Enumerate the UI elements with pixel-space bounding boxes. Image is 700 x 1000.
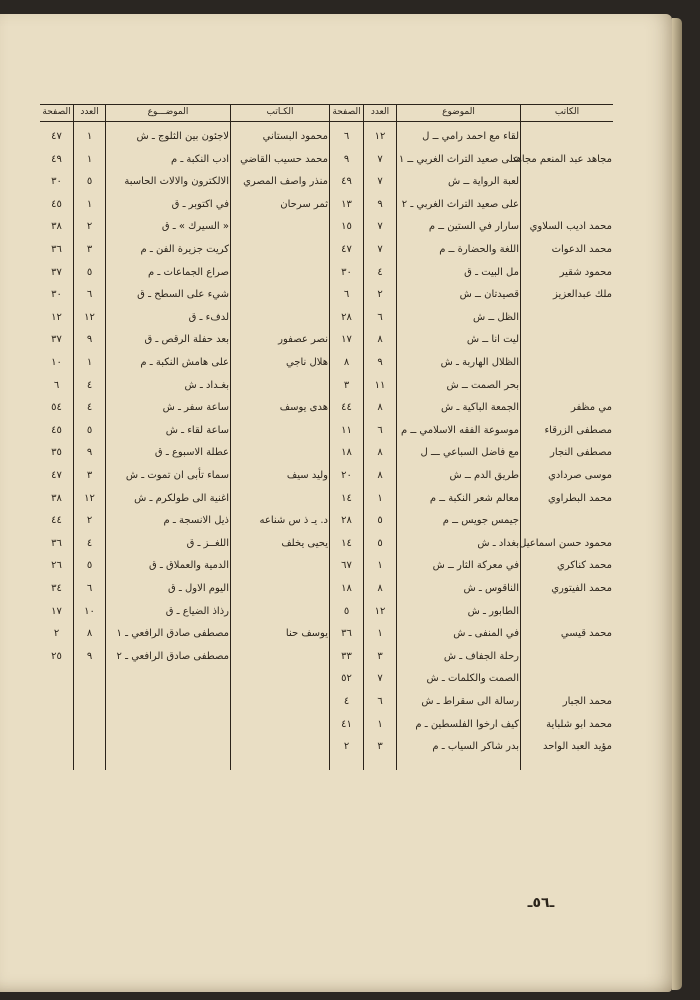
cell-right-issue: ١	[377, 492, 383, 504]
cell-left-topic: كريت جزيرة الفن ـ م	[140, 244, 229, 255]
header-left-issue: العدد	[80, 107, 99, 117]
cell-right-writer: مصطفى النجار	[550, 447, 612, 459]
cell-left-writer	[232, 420, 328, 442]
cell-right-topic: لقاء مع احمد رامي ــ ل	[422, 131, 519, 142]
cell-left-writer: ثمر سرحان	[280, 198, 328, 210]
cell-right-topic: رحلة الجفاف ـ ش	[443, 650, 519, 662]
cell-right-issue: ٧	[377, 673, 383, 685]
cell-left-writer	[232, 488, 328, 510]
cell-right-writer	[522, 329, 612, 351]
header-left-topic: الموضـــوع	[147, 107, 189, 117]
cell-right-issue: ١٢	[374, 131, 386, 142]
table-row	[40, 375, 613, 397]
cell-right-page: ٤٤	[341, 402, 352, 414]
cell-right-page: ٢٠	[341, 470, 352, 481]
table-row	[40, 736, 613, 758]
cell-right-writer	[522, 510, 612, 532]
table-row	[40, 465, 613, 487]
cell-left-page: ٣٤	[51, 583, 62, 594]
cell-right-issue: ٥	[377, 537, 383, 549]
cell-right-topic: ليت انا ــ ش	[466, 334, 519, 346]
cell-left-writer: يوسف حنا	[285, 628, 328, 640]
cell-right-issue: ١١	[374, 379, 386, 391]
table-row	[40, 194, 613, 216]
cell-right-issue: ٣	[377, 741, 383, 753]
table-row	[40, 601, 613, 623]
cell-right-topic: الصمت والكلمات ـ ش	[426, 673, 519, 685]
cell-right-issue: ٣	[377, 650, 383, 662]
cell-right-issue: ١	[377, 628, 383, 640]
cell-left-issue: ١٢	[84, 492, 95, 504]
cell-left-page: ٣٨	[51, 492, 62, 504]
cell-left-topic: الدمية والعملاق ـ ق	[148, 560, 229, 572]
cell-right-page: ٤٩	[341, 176, 352, 188]
cell-left-topic	[107, 668, 229, 690]
cell-right-writer: محمد الفيتوري	[551, 583, 612, 594]
table-row	[40, 171, 613, 193]
cell-right-topic: مع فاضل السباعي ـــ ل	[420, 447, 519, 459]
cell-right-topic: جيمس جويس ــ م	[442, 515, 519, 527]
cell-left-topic: بعد حفلة الرقص ـ ق	[144, 334, 229, 346]
cell-left-writer	[232, 284, 328, 306]
cell-right-topic: الجمعة الباكية ـ ش	[441, 402, 519, 414]
cell-left-writer	[232, 578, 328, 600]
cell-left-issue: ٦	[86, 289, 93, 301]
cell-left-writer: يحيى يخلف	[281, 537, 328, 549]
cell-left-issue: ١	[86, 357, 93, 368]
cell-right-page: ١٨	[341, 447, 352, 459]
cell-left-issue: ٥	[86, 176, 93, 188]
cell-right-writer: مي مظفر	[570, 402, 612, 414]
cell-left-issue: ١٢	[84, 311, 95, 323]
cell-right-writer: مصطفى الزرقاء	[544, 424, 612, 436]
cell-left-topic: عطلة الاسبوع ـ ق	[154, 447, 229, 459]
cell-left-page: ٣٠	[51, 289, 62, 301]
cell-left-topic: ذيل الانسجة ـ م	[163, 515, 229, 527]
cell-right-page: ١١	[341, 424, 352, 436]
cell-right-topic: موسوعة الفقه الاسلامي ــ م	[401, 424, 519, 436]
cell-left-writer	[232, 555, 328, 577]
header-bottom-rule	[40, 121, 613, 122]
cell-left-writer: محمد حسيب القاضي	[240, 153, 328, 165]
cell-left-page: ٣٥	[51, 447, 62, 459]
cell-right-writer: محمد قيسي	[560, 628, 612, 640]
table-row	[40, 307, 613, 329]
cell-left-topic: لدفء ـ ق	[188, 311, 229, 323]
cell-left-topic: مصطفى صادق الرافعي ـ ٢	[116, 650, 229, 662]
cell-right-writer	[522, 352, 612, 374]
cell-right-topic: الظلال الهاربة ـ ش	[440, 357, 519, 368]
header-right-writer: الكاتب	[554, 107, 580, 117]
cell-right-topic: بحر الصمت ــ ش	[446, 379, 519, 391]
cell-left-writer	[232, 262, 328, 284]
cell-right-writer: محمد البطراوي	[547, 492, 612, 504]
cell-left-topic: مصطفى صادق الرافعي ـ ١	[116, 628, 229, 640]
cell-left-topic: ساعة سفر ـ ش	[162, 402, 229, 414]
cell-right-issue: ٨	[377, 583, 383, 594]
cell-right-writer	[522, 126, 612, 148]
cell-left-writer	[232, 375, 328, 397]
cell-right-writer: محمود حسن اسماعيل	[519, 537, 612, 549]
cell-right-topic: مل البيت ـ ق	[464, 266, 519, 278]
cell-left-page: ٥٤	[51, 402, 62, 414]
cell-left-writer	[232, 216, 328, 238]
cell-right-topic: الطابور ـ ش	[467, 605, 519, 617]
table-row	[40, 149, 613, 171]
cell-right-writer: محمد ابو شلباية	[546, 718, 612, 730]
cell-right-issue: ١	[377, 560, 383, 572]
cell-right-issue: ٢	[377, 289, 383, 301]
cell-left-issue: ١	[86, 131, 93, 142]
cell-right-issue: ٥	[377, 515, 383, 527]
cell-left-page: ٢	[53, 628, 60, 640]
cell-left-page: ٤٥	[51, 424, 62, 436]
cell-left-issue: ٥	[86, 266, 93, 278]
table-row	[40, 420, 613, 442]
table-row	[40, 488, 613, 510]
cell-left-writer: هدى يوسف	[279, 402, 328, 414]
cell-left-topic	[107, 691, 229, 713]
cell-left-page	[40, 668, 73, 690]
cell-left-topic: ساعة لقاء ـ ش	[165, 424, 229, 436]
cell-left-writer	[232, 442, 328, 464]
table-row	[40, 284, 613, 306]
cell-left-page: ٤٤	[51, 515, 62, 527]
cell-right-page: ١٧	[341, 334, 352, 346]
cell-right-page: ٣٠	[341, 266, 352, 278]
cell-right-writer: محمود شقير	[559, 266, 612, 278]
table-row	[40, 714, 613, 736]
cell-left-issue: ٤	[86, 379, 93, 391]
cell-left-topic	[107, 714, 229, 736]
cell-right-page: ٣	[343, 379, 350, 391]
cell-right-page: ٢	[343, 741, 350, 753]
cell-left-page: ٤٥	[51, 198, 62, 210]
cell-left-page: ٦	[53, 379, 60, 391]
cell-right-issue: ٨	[377, 447, 383, 459]
cell-right-writer: مجاهد عبد المنعم مجاهد	[511, 153, 612, 165]
cell-left-page: ٤٧	[51, 131, 62, 142]
cell-right-page: ٦	[343, 289, 350, 301]
cell-left-writer: منذر واصف المصري	[243, 176, 328, 188]
table-row	[40, 691, 613, 713]
cell-right-issue: ٧	[377, 153, 383, 165]
cell-right-issue: ٧	[377, 244, 383, 255]
cell-left-writer: محمود البستاني	[262, 131, 328, 142]
cell-left-issue: ٥	[86, 560, 93, 572]
cell-right-issue: ٤	[377, 266, 383, 278]
cell-right-page: ١٣	[341, 198, 352, 210]
cell-left-issue: ٤	[86, 402, 93, 414]
cell-right-page: ٨	[343, 357, 350, 368]
cell-left-issue	[74, 736, 105, 758]
cell-left-page: ٣٨	[51, 221, 62, 233]
cell-right-topic: في معركة الثار ــ ش	[432, 560, 519, 572]
cell-left-issue: ٥	[86, 424, 93, 436]
cell-right-topic: بغداد ـ ش	[477, 537, 519, 549]
cell-right-issue: ٨	[377, 334, 383, 346]
cell-right-topic: على صعيد التراث الغربي ـ ٢	[401, 198, 519, 210]
cell-right-topic: الناقوس ـ ش	[463, 583, 519, 594]
cell-left-page: ١٧	[51, 605, 62, 617]
cell-left-issue: ٣	[86, 244, 93, 255]
table-row	[40, 397, 613, 419]
cell-left-topic: على هامش النكبة ـ م	[140, 357, 229, 368]
cell-right-writer	[522, 601, 612, 623]
cell-right-issue: ٩	[377, 198, 383, 210]
cell-right-writer: محمد الجبار	[562, 696, 612, 707]
cell-left-writer: نصر عصفور	[278, 334, 328, 346]
cell-left-writer	[232, 646, 328, 668]
cell-right-issue: ٨	[377, 402, 383, 414]
cell-left-issue: ١٠	[84, 605, 95, 617]
page-number: ـ٥٦ـ	[527, 895, 555, 911]
cell-right-topic: في المنفى ـ ش	[453, 628, 519, 640]
index-table	[40, 104, 613, 770]
cell-right-issue: ٩	[377, 357, 383, 368]
cell-right-page: ١٨	[341, 583, 352, 594]
cell-right-writer	[522, 375, 612, 397]
table-row	[40, 555, 613, 577]
cell-left-page: ٣٦	[51, 537, 62, 549]
cell-left-topic: في اكتوبر ـ ق	[171, 198, 229, 210]
cell-left-page	[40, 714, 73, 736]
cell-right-page: ٦٧	[341, 560, 352, 572]
cell-left-issue: ٤	[86, 537, 93, 549]
cell-right-page: ٤٧	[341, 244, 352, 255]
cell-left-writer	[232, 691, 328, 713]
cell-left-topic: « السيرك » ـ ق	[161, 221, 229, 233]
cell-right-topic: قصيدتان ــ ش	[459, 289, 519, 301]
cell-right-writer: ملك عبدالعزيز	[553, 289, 612, 301]
cell-right-writer: موسى صردادي	[548, 470, 612, 481]
cell-left-issue: ٣	[86, 470, 93, 481]
cell-left-topic: لاجئون بين الثلوج ـ ش	[136, 131, 229, 142]
cell-left-topic: شيء على السطح ـ ق	[137, 289, 229, 301]
cell-right-writer: محمد الدعوات	[551, 244, 612, 255]
cell-right-writer: محمد كناكري	[557, 560, 612, 572]
cell-right-writer	[522, 171, 612, 193]
cell-left-issue: ١	[86, 198, 93, 210]
cell-right-writer	[522, 194, 612, 216]
cell-left-issue: ٩	[86, 650, 93, 662]
cell-right-page: ٥	[343, 605, 350, 617]
cell-left-issue: ٩	[86, 447, 93, 459]
cell-left-writer	[232, 668, 328, 690]
cell-left-issue: ١	[86, 153, 93, 165]
cell-left-page: ١٢	[51, 311, 62, 323]
cell-right-page: ١٤	[341, 537, 352, 549]
cell-right-topic: اللغة والحضارة ــ م	[439, 244, 519, 255]
table-row	[40, 126, 613, 148]
cell-right-topic: معالم شعر النكبة ــ م	[429, 492, 519, 504]
cell-left-writer	[232, 601, 328, 623]
cell-right-issue: ٦	[377, 696, 383, 707]
cell-right-page: ٩	[343, 153, 350, 165]
cell-right-page: ١٥	[341, 221, 352, 233]
cell-left-page	[40, 736, 73, 758]
cell-left-topic: رذاذ الضياع ـ ق	[165, 605, 229, 617]
cell-right-page: ٣٦	[341, 628, 352, 640]
cell-left-topic: اليوم الاول ـ ق	[167, 583, 229, 594]
page-edge	[672, 18, 682, 990]
cell-left-topic: اغنية الى طولكرم ـ ش	[134, 492, 229, 504]
cell-right-topic: بدر شاكر السياب ـ م	[432, 741, 519, 753]
cell-right-issue: ٧	[377, 176, 383, 188]
table-row	[40, 623, 613, 645]
cell-left-page: ٣٦	[51, 244, 62, 255]
cell-right-page: ٢٨	[341, 311, 352, 323]
cell-left-topic: سماء تأبى ان تموت ـ ش	[125, 470, 229, 481]
cell-right-page: ٥٢	[341, 673, 352, 685]
cell-left-writer	[232, 736, 328, 758]
table-row	[40, 442, 613, 464]
cell-left-topic	[107, 736, 229, 758]
table-row	[40, 510, 613, 532]
cell-right-page: ١٤	[341, 492, 352, 504]
cell-right-page: ٦	[343, 131, 350, 142]
cell-left-page: ٤٩	[51, 153, 62, 165]
table-row	[40, 329, 613, 351]
cell-right-issue: ٨	[377, 470, 383, 481]
cell-left-issue	[74, 714, 105, 736]
cell-left-issue	[74, 691, 105, 713]
cell-left-page: ١٠	[51, 357, 62, 368]
header-right-page: الصفحة	[332, 107, 361, 117]
cell-right-page: ٢٨	[341, 515, 352, 527]
table-row	[40, 646, 613, 668]
cell-left-topic: بغـداد ـ ش	[184, 379, 229, 391]
cell-right-topic: الظل ــ ش	[472, 311, 519, 323]
cell-left-writer: هلال ناجي	[285, 357, 328, 368]
cell-left-page: ٢٦	[51, 560, 62, 572]
cell-left-writer	[232, 714, 328, 736]
cell-left-page: ٣٠	[51, 176, 62, 188]
cell-right-writer	[522, 646, 612, 668]
cell-left-writer: وليد سيف	[286, 470, 328, 481]
cell-right-topic: لعبة الرواية ــ ش	[448, 176, 519, 188]
cell-left-page: ٣٧	[51, 266, 62, 278]
cell-left-issue: ٦	[86, 583, 93, 594]
cell-left-issue: ٩	[86, 334, 93, 346]
header-left-page: الصفحة	[42, 107, 71, 117]
cell-right-page: ٤	[343, 696, 350, 707]
cell-left-page: ٤٧	[51, 470, 62, 481]
cell-left-topic: الالكترون والالات الحاسبة	[124, 176, 229, 188]
cell-right-topic: رسالة الى سقراط ـ ش	[421, 696, 519, 707]
cell-right-issue: ١	[377, 718, 383, 730]
cell-right-page: ٤١	[341, 718, 352, 730]
cell-right-topic: سارار في الستين ــ م	[428, 221, 519, 233]
cell-left-topic: اللغــز ـ ق	[186, 537, 229, 549]
header-right-topic: الموضوع	[442, 107, 475, 117]
cell-right-topic: طريق الدم ــ ش	[449, 470, 519, 481]
table-row	[40, 239, 613, 261]
cell-right-topic: كيف ارخوا الفلسطين ـ م	[415, 718, 519, 730]
header-left-writer: الكـاتب	[266, 107, 294, 117]
cell-right-issue: ٦	[377, 424, 383, 436]
cell-left-writer	[232, 307, 328, 329]
cell-right-writer	[522, 668, 612, 690]
header-right-issue: العدد	[370, 107, 390, 117]
cell-right-issue: ٦	[377, 311, 383, 323]
table-row	[40, 262, 613, 284]
cell-left-issue: ٢	[86, 515, 93, 527]
table-row	[40, 578, 613, 600]
cell-right-topic: على صعيد التراث الغربي ــ ١	[398, 153, 519, 165]
cell-left-page: ٢٥	[51, 650, 62, 662]
cell-left-topic: صراع الجماعات ـ م	[148, 266, 229, 278]
table-row	[40, 533, 613, 555]
cell-left-issue	[74, 668, 105, 690]
cell-right-issue: ١٢	[374, 605, 386, 617]
table-row	[40, 216, 613, 238]
cell-left-topic: ادب النكبة ـ م	[170, 153, 229, 165]
cell-left-page: ٣٧	[51, 334, 62, 346]
table-row	[40, 668, 613, 690]
cell-left-issue: ٨	[86, 628, 93, 640]
cell-right-writer: محمد اديب السلاوي	[529, 221, 612, 233]
cell-right-issue: ٧	[377, 221, 383, 233]
cell-left-writer	[232, 239, 328, 261]
cell-left-writer: د. يـ ذ س شناعه	[259, 515, 328, 527]
cell-right-page: ٣٣	[341, 650, 352, 662]
cell-left-page	[40, 691, 73, 713]
cell-right-writer: مؤيد العبد الواحد	[542, 741, 612, 753]
cell-left-issue: ٢	[86, 221, 93, 233]
cell-right-writer	[522, 307, 612, 329]
table-row	[40, 352, 613, 374]
